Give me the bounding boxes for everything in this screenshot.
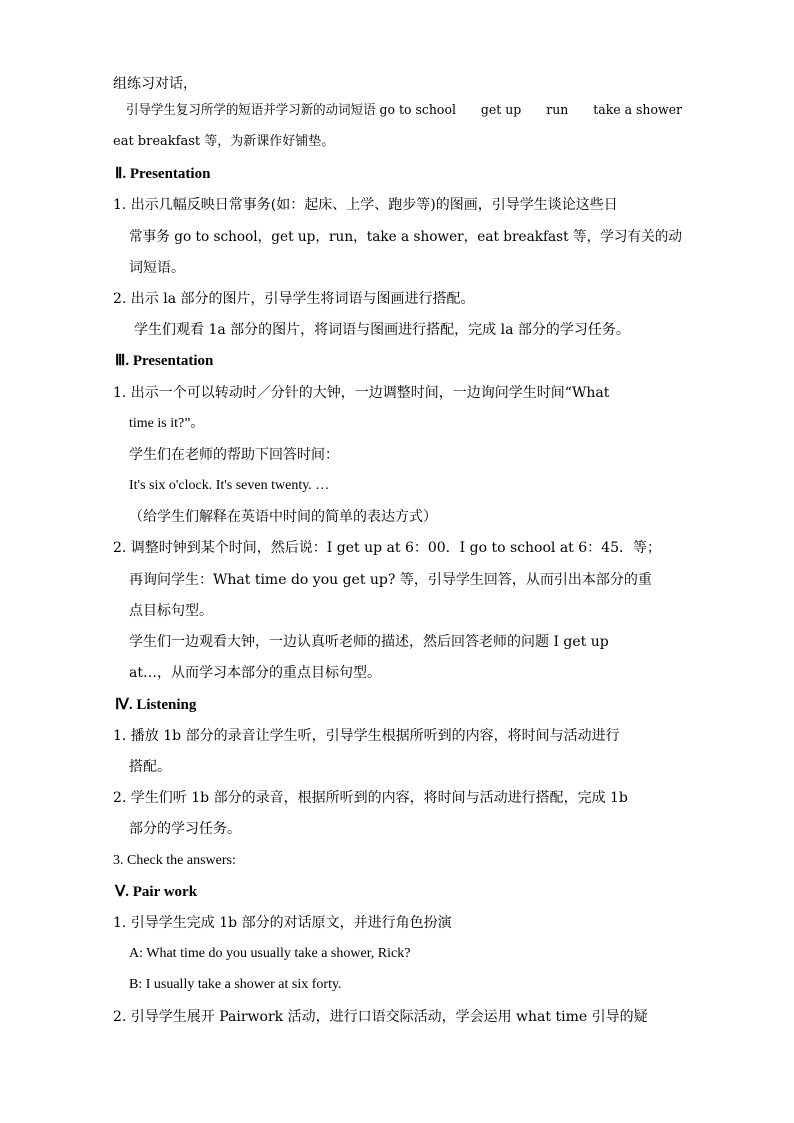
text-line: 词短语。 — [129, 260, 185, 276]
section-heading: Ⅱ. Presentation — [115, 166, 211, 182]
text-line: 组练习对话， — [113, 76, 197, 92]
text-line: 部分的学习任务。 — [129, 821, 241, 837]
text-line: 点目标句型。 — [129, 603, 213, 619]
section-heading: Ⅳ. Listening — [115, 697, 197, 713]
text-line: at…，从而学习本部分的重点目标句型。 — [129, 665, 381, 681]
text-line: 再询问学生：What time do you get up? 等，引导学生回答，从而引出本部分的重 — [129, 572, 652, 588]
text-line: 搭配。 — [129, 759, 171, 775]
list-item: 1. 出示一个可以转动时／分针的大钟，一边调整时间，一边询问学生时间“What — [113, 385, 610, 401]
text-line: （给学生们解释在英语中时间的简单的表达方式） — [129, 509, 437, 525]
text-line: 学生们观看 1a 部分的图片，将词语与图画进行搭配，完成 la 部分的学习任务。 — [134, 322, 630, 338]
list-item: 2. 学生们听 1b 部分的录音，根据所听到的内容，将时间与活动进行搭配，完成 1b — [113, 790, 628, 806]
section-heading: Ⅲ. Presentation — [115, 353, 214, 369]
dialogue-line: B: I usually take a shower at six forty. — [129, 977, 342, 992]
text-line: 学生们在老师的帮助下回答时间： — [129, 447, 339, 463]
section-heading: Ⅴ. Pair work — [115, 884, 198, 900]
list-item: 3. Check the answers: — [113, 853, 236, 868]
text-line: time is it?”。 — [129, 416, 205, 431]
list-item: 1. 出示几幅反映日常事务(如：起床、上学、跑步等)的图画，引导学生谈论这些日 — [113, 197, 618, 213]
list-item: 1. 引导学生完成 1b 部分的对话原文，并进行角色扮演 — [113, 915, 452, 931]
list-item: 2. 引导学生展开 Pairwork 活动，进行口语交际活动，学会运用 what time 引导的疑 — [113, 1009, 648, 1025]
text-line: 引导学生复习所学的短语并学习新的动词短语 go to school get up run take a shower — [126, 103, 683, 118]
text-line: It's six o'clock. It's seven twenty. … — [129, 478, 330, 493]
text-line: 学生们一边观看大钟，一边认真听老师的描述，然后回答老师的问题 I get up — [129, 634, 609, 650]
text-line: eat breakfast 等，为新课作好铺垫。 — [113, 134, 335, 149]
dialogue-line: A: What time do you usually take a shower, Rick? — [129, 946, 411, 961]
text-line: 常事务 go to school，get up，run，take a shower，eat breakfast 等，学习有关的动 — [129, 229, 682, 245]
list-item: 2. 调整时钟到某个时间，然后说：I get up at 6：00．I go to school at 6：45．等； — [113, 540, 661, 556]
list-item: 2. 出示 la 部分的图片，引导学生将词语与图画进行搭配。 — [113, 291, 475, 307]
list-item: 1. 播放 1b 部分的录音让学生听，引导学生根据所听到的内容，将时间与活动进行 — [113, 728, 620, 744]
